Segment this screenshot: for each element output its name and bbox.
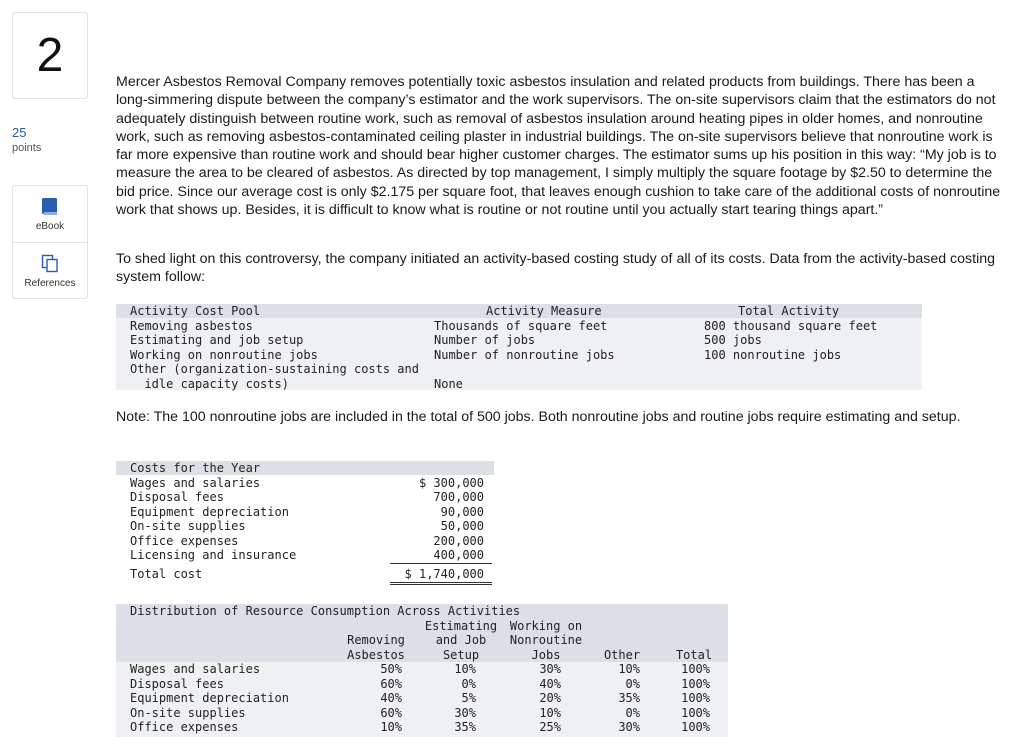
- activity-row-5-measure: None: [434, 376, 463, 391]
- dist-other: 35%: [618, 691, 640, 705]
- col-nonroutine-line2: Working on: [509, 618, 583, 633]
- cost-label-1: Wages and salaries: [130, 475, 261, 490]
- question-number: 2: [12, 12, 88, 99]
- resources-panel: [12, 185, 88, 299]
- dist-row-label: Equipment depreciation: [130, 691, 289, 705]
- dist-row-label: Office expenses: [130, 720, 239, 734]
- activity-row-5-pool: idle capacity costs): [130, 376, 289, 391]
- dist-removing: 40%: [380, 691, 402, 705]
- dist-row-label: Wages and salaries: [130, 662, 261, 676]
- col-nonroutine-line4: Jobs: [531, 647, 561, 662]
- activity-row-2-measure: Number of jobs: [434, 333, 536, 347]
- activity-row-4-pool: Other (organization-sustaining costs and: [130, 362, 419, 376]
- points-value: 25: [12, 125, 27, 140]
- cost-label-2: Disposal fees: [130, 490, 224, 504]
- cost-label-5: Office expenses: [130, 533, 239, 548]
- dist-estimating: 10%: [454, 662, 476, 676]
- col-estimating-line3: and Job: [435, 633, 487, 647]
- activity-row-1-total: 800 thousand square feet: [704, 318, 878, 333]
- activity-header-total: Total Activity: [738, 304, 840, 318]
- cost-value-4: 50,000: [440, 519, 484, 533]
- dist-row-label: On-site supplies: [130, 705, 246, 720]
- dist-total: 100%: [681, 705, 710, 720]
- dist-removing: 50%: [380, 662, 402, 676]
- cost-value-3: 90,000: [440, 504, 484, 519]
- ebook-button[interactable]: [13, 186, 87, 242]
- col-removing-line3: Removing: [347, 633, 405, 647]
- dist-nonroutine: 10%: [539, 705, 561, 720]
- cost-label-3: Equipment depreciation: [130, 504, 289, 519]
- cost-total-value: $ 1,740,000: [404, 567, 484, 581]
- col-estimating-line2: Estimating: [424, 618, 498, 633]
- cost-label-6: Licensing and insurance: [130, 548, 297, 562]
- activity-table: [116, 304, 922, 390]
- dist-nonroutine: 20%: [539, 691, 561, 705]
- references-label: References: [24, 277, 76, 289]
- col-removing-line4: Asbestos: [347, 647, 405, 662]
- dist-total: 100%: [681, 720, 710, 734]
- activity-row-2-pool: Estimating and job setup: [130, 333, 304, 347]
- col-nonroutine-line3: Nonroutine: [509, 633, 583, 647]
- cost-value-5: 200,000: [433, 533, 484, 548]
- dist-estimating: 30%: [454, 705, 476, 720]
- dist-row-label: Disposal fees: [130, 676, 224, 691]
- book-icon: [41, 197, 59, 217]
- dist-removing: 60%: [380, 705, 402, 720]
- dist-removing: 10%: [380, 720, 402, 734]
- dist-total: 100%: [681, 676, 710, 691]
- ebook-label: eBook: [35, 220, 65, 232]
- costs-table: [116, 461, 494, 586]
- col-other: Other: [603, 647, 641, 662]
- activity-row-2-total: 500 jobs: [704, 333, 762, 347]
- costs-header: Costs for the Year: [130, 461, 261, 475]
- dist-nonroutine: 30%: [539, 662, 561, 676]
- dist-estimating: 0%: [461, 676, 476, 691]
- col-total: Total: [675, 647, 713, 662]
- dist-other: 30%: [618, 720, 640, 734]
- activity-header-measure: Activity Measure: [486, 304, 602, 318]
- activity-row-1-pool: Removing asbestos: [130, 318, 253, 333]
- activity-row-3-pool: Working on nonroutine jobs: [130, 347, 318, 362]
- dist-other: 0%: [625, 676, 640, 691]
- activity-row-1-measure: Thousands of square feet: [434, 318, 608, 333]
- dist-removing: 60%: [380, 676, 402, 691]
- problem-description: Mercer Asbestos Removal Company removes potentially toxic asbestos insulation and related products from buildings. There has been a long-simmering dispute between the company’s estimator and the work supervisors. The on-site supervisors claim that the estimators do not adequately distinguish between routine work, such as removal of asbestos insulation around heating pipes in older homes, and nonroutine work, such as removing asbestos-contaminated ceiling plaster in industrial buildings. The on-site supervisors believe that nonroutine work is far more expensive than routine work and should bear higher customer charges. The estimator sums up his position in this way: “My job is to measure the area to be cleared of asbestos. As directed by top management, I simply multiply the square footage by $2.50 to determine the bid price. Since our average cost is only $2.175 per square foot, that leaves enough cushion to take care of the additional costs of nonroutine work that shows up. Besides, it is difficult to know what is routine or not routine until you actually start tearing things apart.”: [116, 74, 1001, 219]
- activity-row-3-measure: Number of nonroutine jobs: [434, 347, 615, 362]
- dist-total: 100%: [681, 691, 710, 705]
- col-estimating-line4: Setup: [442, 647, 480, 662]
- copy-pages-icon: [41, 254, 59, 274]
- note-paragraph: Note: The 100 nonroutine jobs are included in the total of 500 jobs. Both nonroutine jobs and routine jobs require estimating and setup.: [116, 409, 961, 425]
- points-label: points: [12, 142, 42, 154]
- cost-value-6: 400,000: [433, 548, 484, 562]
- activity-header-pool: Activity Cost Pool: [130, 304, 261, 318]
- cost-value-2: 700,000: [433, 490, 484, 504]
- cost-value-1: $ 300,000: [418, 475, 484, 490]
- cost-label-4: On-site supplies: [130, 519, 246, 533]
- references-button[interactable]: [13, 242, 87, 299]
- activity-row-3-total: 100 nonroutine jobs: [704, 347, 842, 362]
- dist-total: 100%: [681, 662, 710, 676]
- distribution-title: Distribution of Resource Consumption Across Activities: [130, 604, 521, 618]
- dist-estimating: 35%: [454, 720, 476, 734]
- dist-nonroutine: 40%: [539, 676, 561, 691]
- dist-other: 10%: [618, 662, 640, 676]
- distribution-table: [116, 604, 728, 737]
- dist-estimating: 5%: [461, 691, 476, 705]
- points-block: [12, 125, 88, 155]
- dist-other: 0%: [625, 705, 640, 720]
- abc-intro: To shed light on this controversy, the company initiated an activity-based costing study of all of its costs. Data from the activity-based costing system follow:: [116, 251, 995, 286]
- dist-nonroutine: 25%: [539, 720, 561, 734]
- cost-total-label: Total cost: [130, 567, 203, 581]
